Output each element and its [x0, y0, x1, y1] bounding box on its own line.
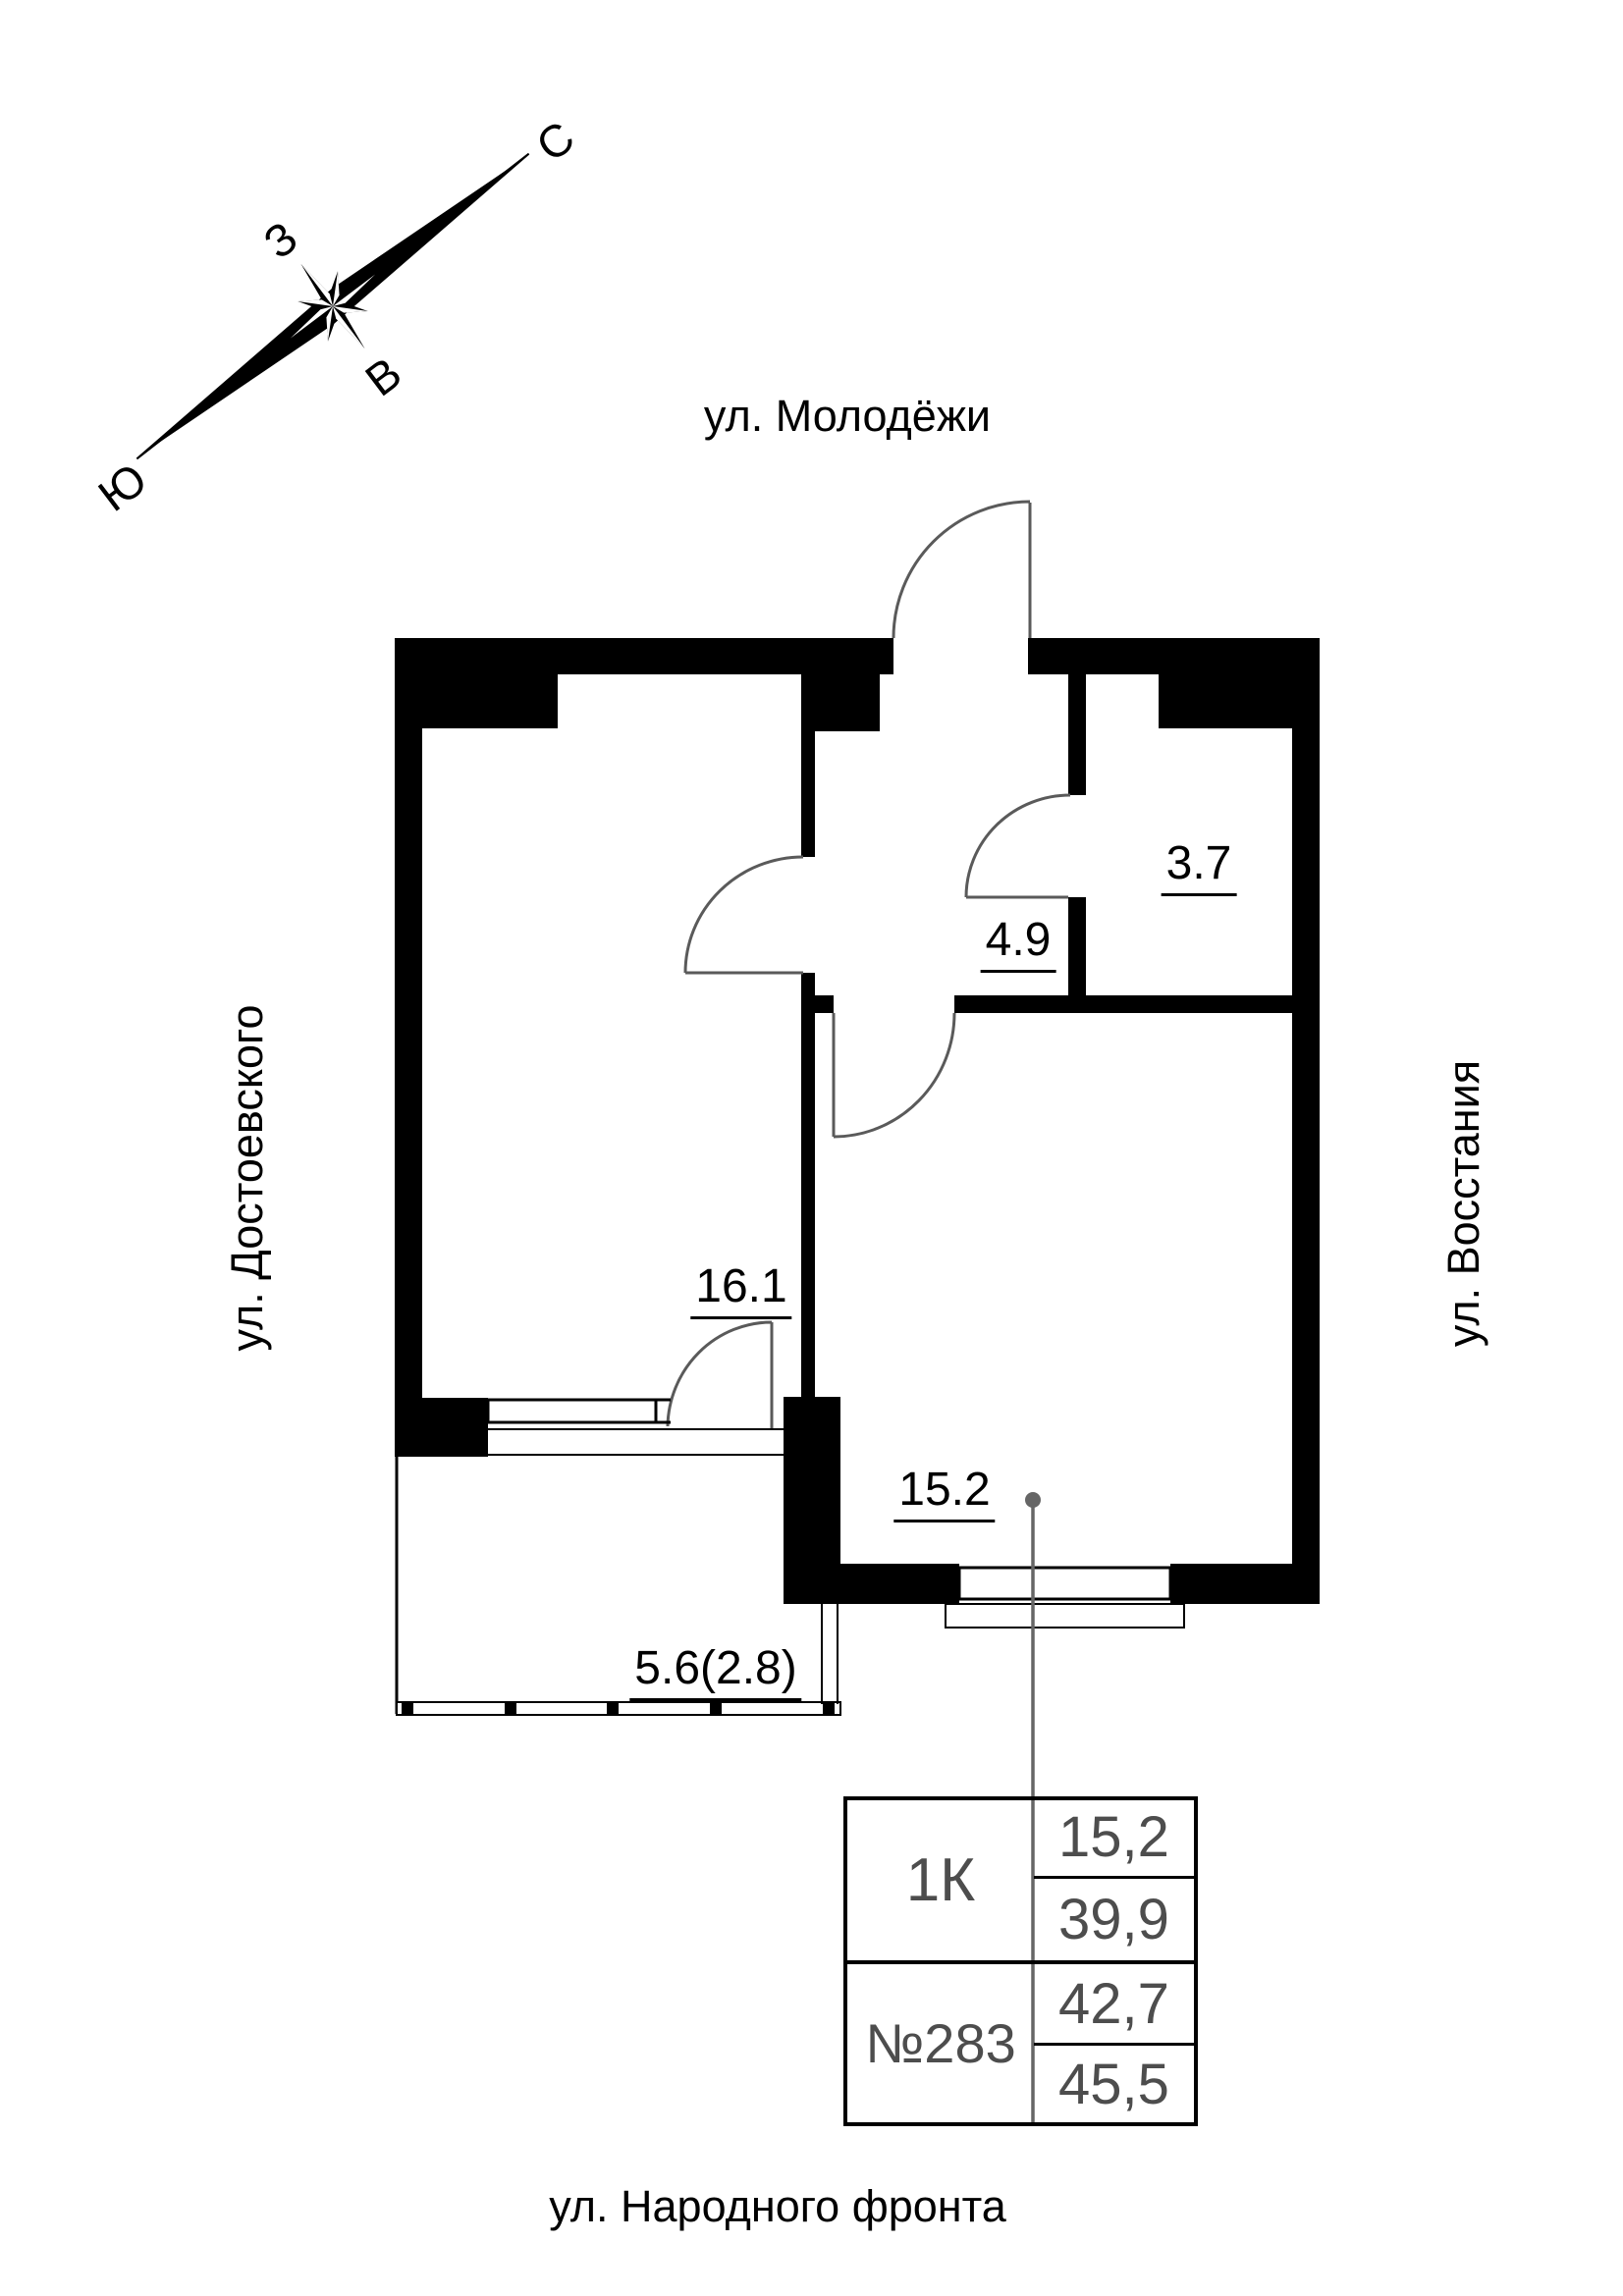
street-label-left: ул. Достоевского [222, 1004, 272, 1352]
compass-south-label: Ю [88, 453, 156, 521]
wall-hall-bottom-right [954, 995, 1292, 1013]
kitchen-windowsill [946, 1604, 1184, 1628]
table-subline-1 [1034, 1876, 1194, 1879]
pilaster-top-left [420, 674, 558, 728]
wall-balcony-left-pier [395, 1398, 488, 1457]
area-value-total: 42,7 [1058, 1971, 1169, 2036]
wall-balcony-right [784, 1397, 840, 1604]
kitchen-window [959, 1568, 1170, 1599]
street-label-bottom: ул. Народного фронта [549, 2181, 1006, 2231]
leader-dot [1025, 1492, 1041, 1508]
wall-top-right [1028, 638, 1320, 674]
living-room-window [488, 1400, 671, 1422]
wall-right [1292, 638, 1320, 1602]
room-area-wc: 3.7 [1162, 836, 1237, 896]
wall-hall-bottom-left [815, 995, 834, 1013]
table-subline-2 [1034, 2043, 1194, 2046]
wall-top-left [395, 638, 893, 674]
room-area-living-room: 16.1 [690, 1259, 791, 1319]
pilaster-top-middle [812, 674, 880, 731]
kitchen-door-arc [834, 1013, 954, 1137]
wall-wc-divider-upper [1068, 674, 1086, 795]
compass-rose [27, 42, 634, 576]
wall-bottom-left-pier [837, 1564, 959, 1604]
room-area-balcony: 5.6(2.8) [629, 1641, 801, 1701]
area-value-room: 15,2 [1058, 1805, 1169, 1869]
living-room-door-arc [685, 857, 803, 973]
apartment-type: 1К [905, 1846, 976, 1914]
pilaster-top-right [1159, 674, 1292, 728]
wc-door-arc [966, 795, 1070, 897]
compass-west-label: З [253, 211, 307, 269]
area-value-living: 39,9 [1058, 1888, 1169, 1951]
balcony-door-arc [668, 1322, 772, 1428]
compass-east-label: В [355, 347, 411, 406]
wall-wc-divider-lower [1068, 897, 1086, 995]
wall-hall-room-lower [801, 973, 815, 1397]
apartment-info-table [843, 1796, 1198, 2126]
compass-north-label: С [526, 111, 584, 172]
apartment-number: №283 [865, 2012, 1016, 2074]
room-area-hall: 4.9 [981, 913, 1056, 973]
room-area-kitchen: 15.2 [893, 1463, 995, 1522]
table-midline [847, 1960, 1194, 1964]
entrance-door-arc [893, 502, 1030, 638]
area-value-total-with-balcony: 45,5 [1058, 2052, 1169, 2116]
wall-hall-room-upper [801, 674, 815, 857]
street-label-right: ул. Восстания [1438, 1059, 1488, 1348]
street-label-top: ул. Молодёжи [703, 391, 992, 441]
wall-left [395, 638, 422, 1457]
wall-bottom-right-pier [1170, 1564, 1320, 1604]
walls [395, 638, 1320, 1604]
